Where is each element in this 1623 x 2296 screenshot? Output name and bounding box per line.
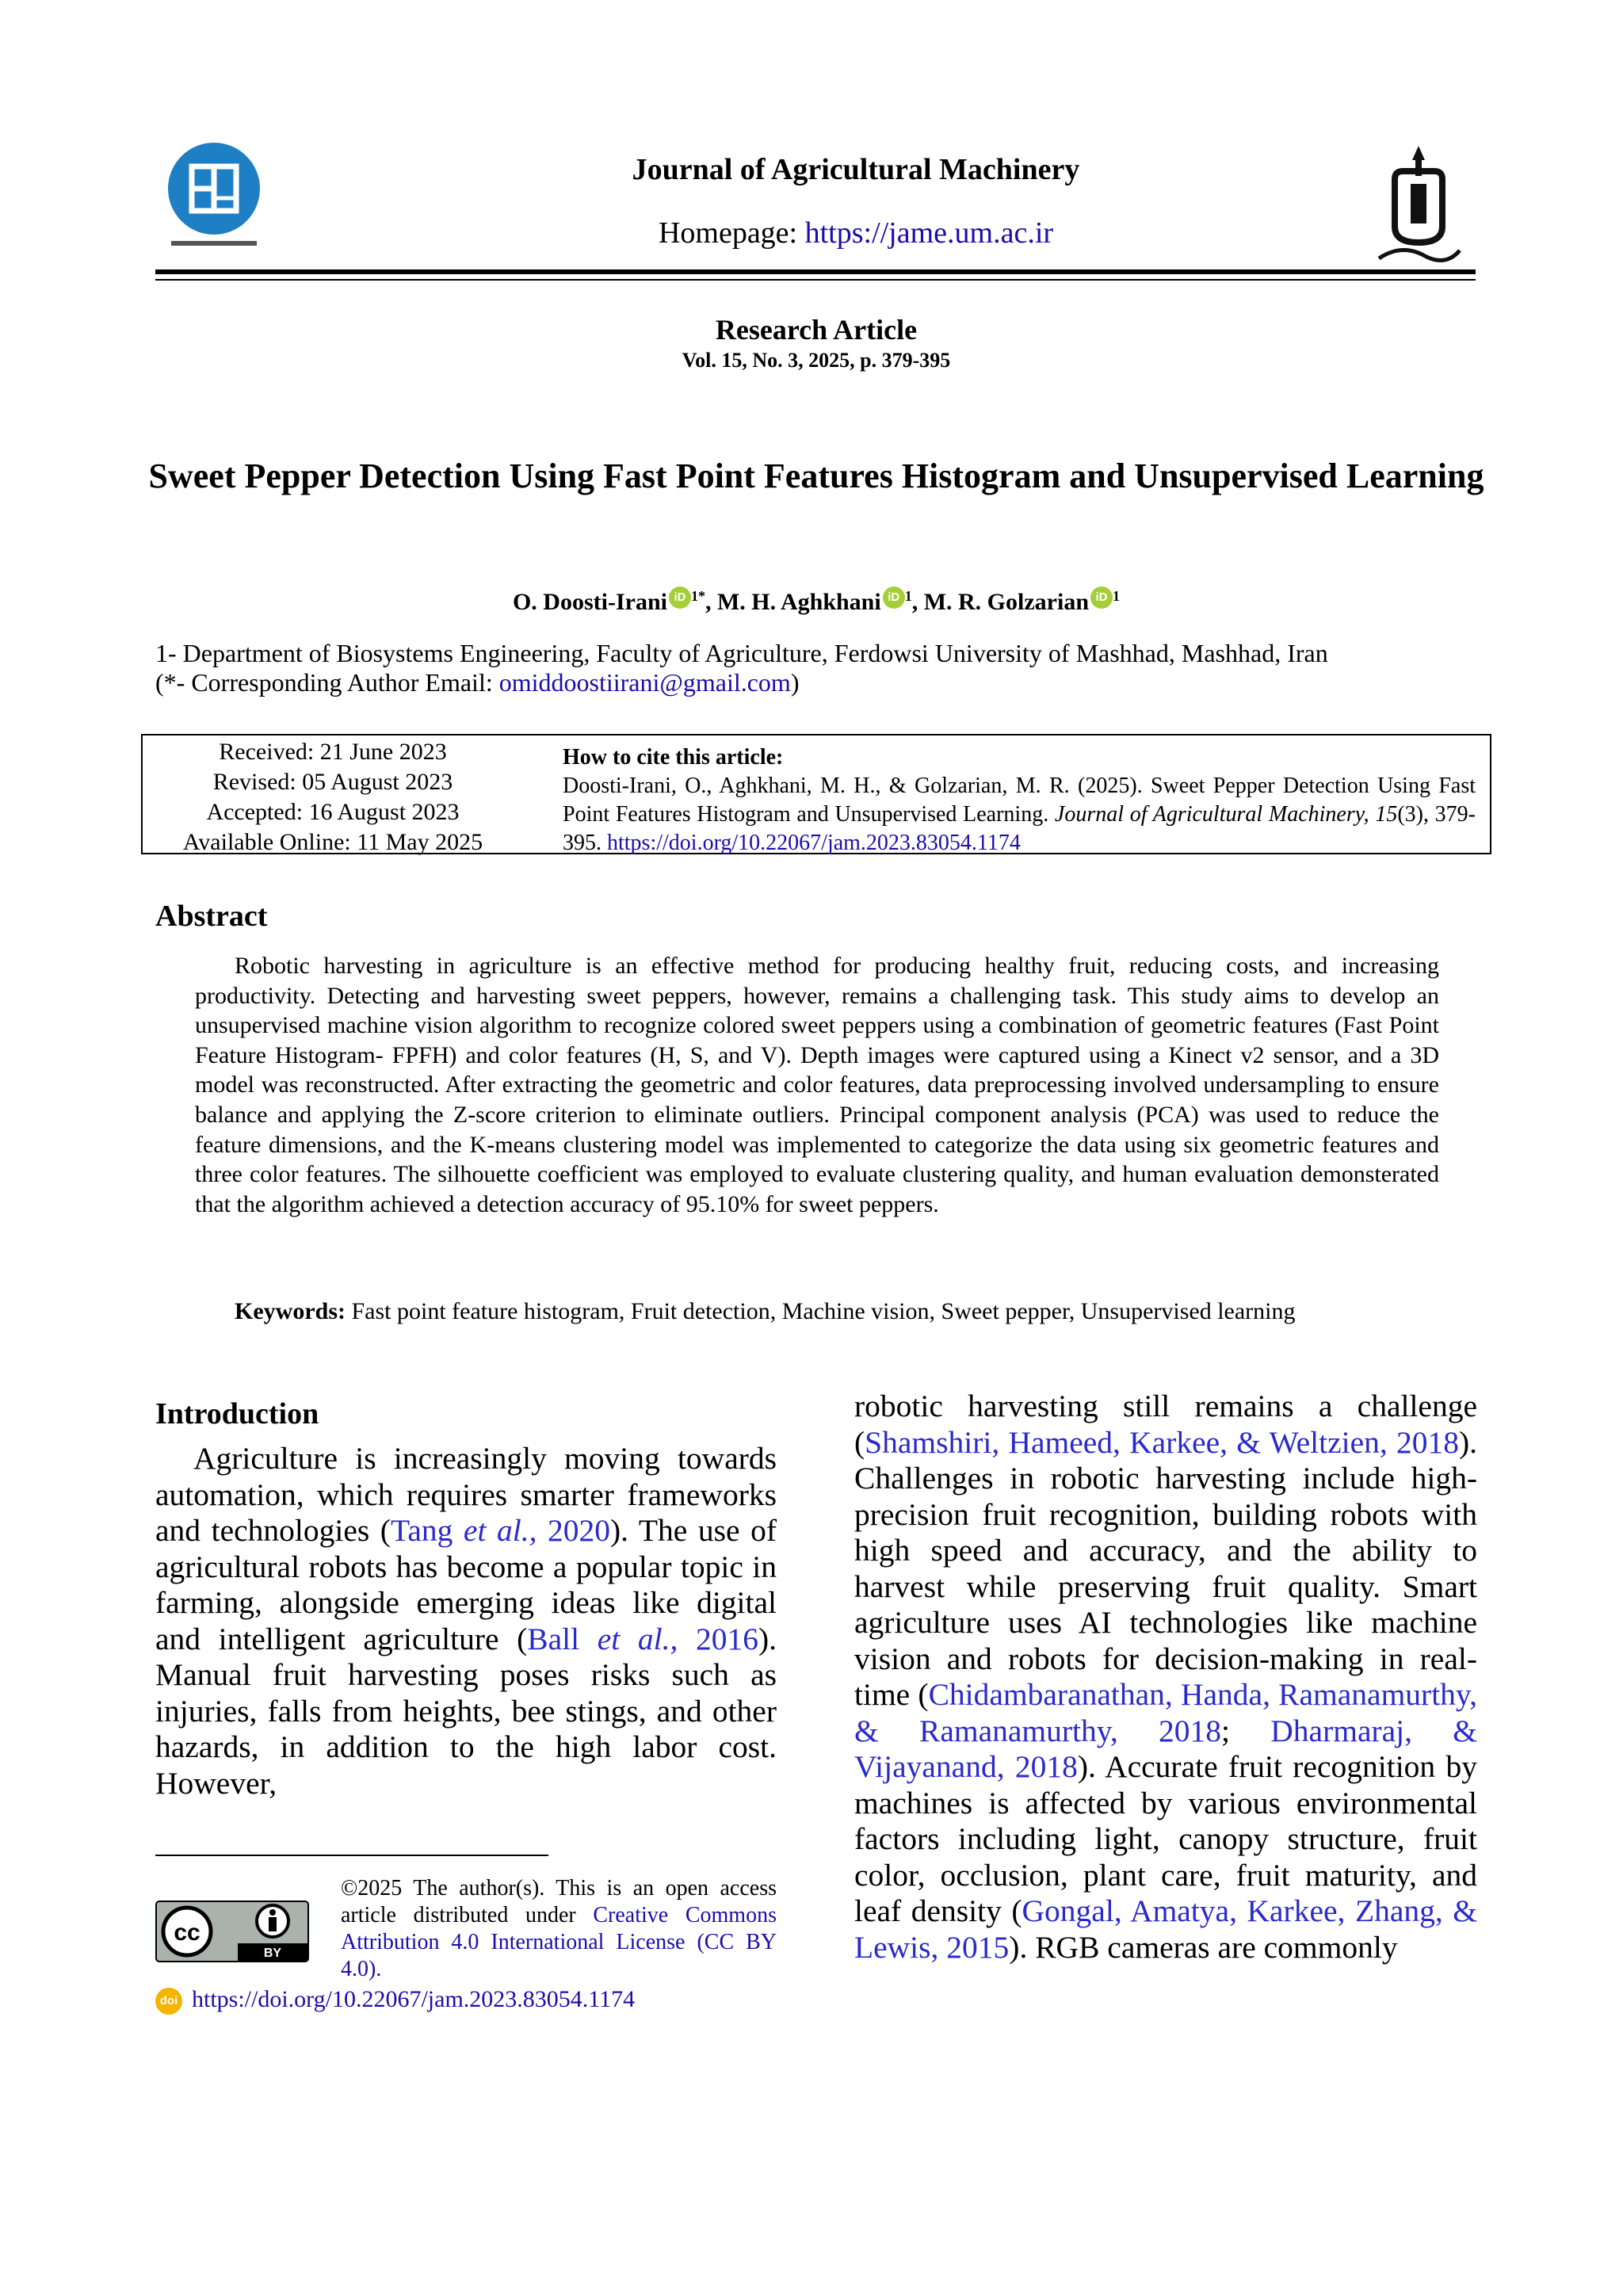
intro-text: ). Manual fruit harvesting poses risks such as injuries, falls from heights, bee stings, and other hazards, in addition to the high labor cost. However, <box>155 1621 777 1801</box>
date-received: Received: 21 June 2023 <box>219 739 447 765</box>
doi-icon: doi <box>155 1988 182 2015</box>
author-list <box>0 586 1623 616</box>
author-affiliation-mark: 1 <box>904 588 912 604</box>
date-online: Available Online: 11 May 2025 <box>182 829 483 855</box>
abstract-heading: Abstract <box>155 900 268 933</box>
by-label: BY <box>263 1946 282 1960</box>
article-type: Research Article <box>715 314 918 346</box>
affiliation: 1- Department of Biosystems Engineering, Faculty of Agriculture, Ferdowsi University of Mashhad, Mashhad, Iran <box>155 639 1328 667</box>
orcid-icon[interactable]: iD <box>883 586 905 609</box>
intro-text: Agriculture is increasingly moving towards automation, which requires smarter frameworks and technologies ( <box>155 1441 777 1548</box>
citation-pages: (3), 379-395. <box>563 802 1476 855</box>
journal-title: Journal of Agricultural Machinery <box>632 153 1080 186</box>
author-name: O. Doosti-Irani <box>512 589 667 615</box>
footnote-rule <box>155 1855 548 1856</box>
intro-column-left <box>155 1441 777 1801</box>
intro-paragraph <box>854 1389 1477 1966</box>
license-link[interactable]: Creative Commons Attribution 4.0 International License (CC BY 4.0). <box>341 1903 777 1981</box>
author-name: M. R. Golzarian <box>923 589 1090 615</box>
keywords-label: Keywords: <box>235 1298 346 1324</box>
intro-text: ). The use of agricultural robots has become a popular topic in farming, alongside emerging ideas like digital and intelligent agriculture ( <box>155 1513 777 1656</box>
intro-text: ; <box>1221 1713 1271 1748</box>
author-affiliation-mark: 1* <box>690 588 705 604</box>
footer-doi-link[interactable]: https://doi.org/10.22067/jam.2023.83054.1174 <box>192 1986 636 2012</box>
citation-doi-link[interactable]: https://doi.org/10.22067/jam.2023.83054.1174 <box>607 831 1021 855</box>
citation-text: Doosti-Irani, O., Aghkhani, M. H., & Golzarian, M. R. (2025). Sweet Pepper Detection Using Fast Point Features Histogram and Unsupervised Learning. <box>563 774 1476 827</box>
date-accepted: Accepted: 16 August 2023 <box>206 799 460 825</box>
cc-by-license-icon[interactable] <box>155 1901 309 1962</box>
citation-link[interactable]: Dharmaraj, & Vijayanand, 2018 <box>854 1713 1477 1784</box>
keywords-text: Fast point feature histogram, Fruit detection, Machine vision, Sweet pepper, Unsupervised learning <box>345 1298 1296 1324</box>
author-separator: , <box>911 589 924 615</box>
cc-label: cc <box>174 1920 200 1946</box>
header-rule-thick <box>155 269 1476 274</box>
citation-link[interactable]: Gongal, Amatya, Karkee, Zhang, & Lewis, 2015 <box>854 1893 1477 1965</box>
corresponding-author <box>155 668 799 697</box>
corresponding-prefix: (*- Corresponding Author Email: <box>155 668 499 697</box>
corresponding-suffix: ) <box>790 668 800 697</box>
author-affiliation-mark: 1 <box>1113 588 1121 604</box>
abstract-body <box>195 951 1439 1219</box>
citation-author: Tang <box>390 1513 464 1548</box>
footer-doi <box>155 1986 635 2015</box>
homepage-label: Homepage: <box>658 216 805 250</box>
citation-year: 2020 <box>537 1513 611 1548</box>
header-rule-thin <box>155 279 1476 281</box>
introduction-heading: Introduction <box>155 1397 319 1431</box>
intro-column-right <box>854 1389 1477 1966</box>
intro-paragraph <box>155 1441 777 1801</box>
license-text <box>341 1875 777 1983</box>
keywords <box>195 1297 1439 1327</box>
volume-info: Vol. 15, No. 3, 2025, p. 379-395 <box>682 349 951 372</box>
homepage-link[interactable]: https://jame.um.ac.ir <box>804 216 1054 250</box>
date-revised: Revised: 05 August 2023 <box>212 769 453 795</box>
corresponding-email-link[interactable]: omiddoostiirani@gmail.com <box>498 668 791 697</box>
university-logo <box>1371 139 1466 266</box>
intro-text: ). RGB cameras are commonly <box>1009 1929 1398 1965</box>
orcid-icon[interactable]: iD <box>1090 586 1113 609</box>
author-separator: , <box>705 589 717 615</box>
citation-block <box>563 743 1476 858</box>
citation-link[interactable] <box>391 1513 610 1548</box>
intro-text: ). Challenges in robotic harvesting include high-precision fruit recognition, building robots with high speed and accuracy, and the ability to harvest while preserving fruit quality. Smart agriculture uses AI technologies like machine vision and robots for decision-making in real-time ( <box>854 1424 1477 1712</box>
citation-etal: et al., <box>463 1513 537 1548</box>
citation-link[interactable]: Chidambaranathan, Handa, Ramanamurthy, & Ramanamurthy, 2018 <box>854 1677 1477 1748</box>
citation-journal: Journal of Agricultural Machinery, 15 <box>1054 802 1398 827</box>
citation-link[interactable] <box>527 1622 758 1656</box>
intro-text: ). Accurate fruit recognition by machines is affected by various environmental factors including light, canopy structure, fruit color, occlusion, plant care, fruit maturity, and leaf density ( <box>854 1749 1477 1928</box>
citation-etal: et al., <box>597 1621 678 1656</box>
orcid-icon[interactable]: iD <box>669 586 691 609</box>
citation-link[interactable]: Shamshiri, Hameed, Karkee, & Weltzien, 2018 <box>865 1424 1459 1460</box>
article-info-box <box>141 734 1491 854</box>
license-statement: ©2025 The author(s). This is an open access article distributed under <box>341 1876 777 1927</box>
citation-year: 2016 <box>678 1621 758 1656</box>
citation-author: Ball <box>527 1621 598 1656</box>
author-name: M. H. Aghkhani <box>716 589 881 615</box>
intro-text: robotic harvesting still remains a challenge ( <box>854 1389 1477 1460</box>
paper-title: Sweet Pepper Detection Using Fast Point Features Histogram and Unsupervised Learning <box>148 457 1484 495</box>
citation-heading: How to cite this article: <box>563 745 784 770</box>
abstract-text: Robotic harvesting in agriculture is an effective method for producing healthy fruit, reducing costs, and increasing productivity. Detecting and harvesting sweet peppers, however, remains a challenging task. This study aims to develop an unsupervised machine vision algorithm to recognize colored sweet peppers using a combination of geometric features (Fast Point Feature Histogram- FPFH) and color features (H, S, and V). Depth images were captured using a Kinect v2 sensor, and a 3D model was reconstructed. After extracting the geometric and color features, data preprocessing involved undersampling to ensure balance and applying the Z-score criterion to eliminate outliers. Principal component analysis (PCA) was used to reduce the feature dimensions, and the K-means clustering model was implemented to categorize the data using six geometric features and three color features. The silhouette coefficient was employed to evaluate clustering quality, and human evaluation demonsterated that the algorithm achieved a detection accuracy of 95.10% for sweet peppers. <box>195 953 1439 1217</box>
article-dates <box>143 737 523 858</box>
